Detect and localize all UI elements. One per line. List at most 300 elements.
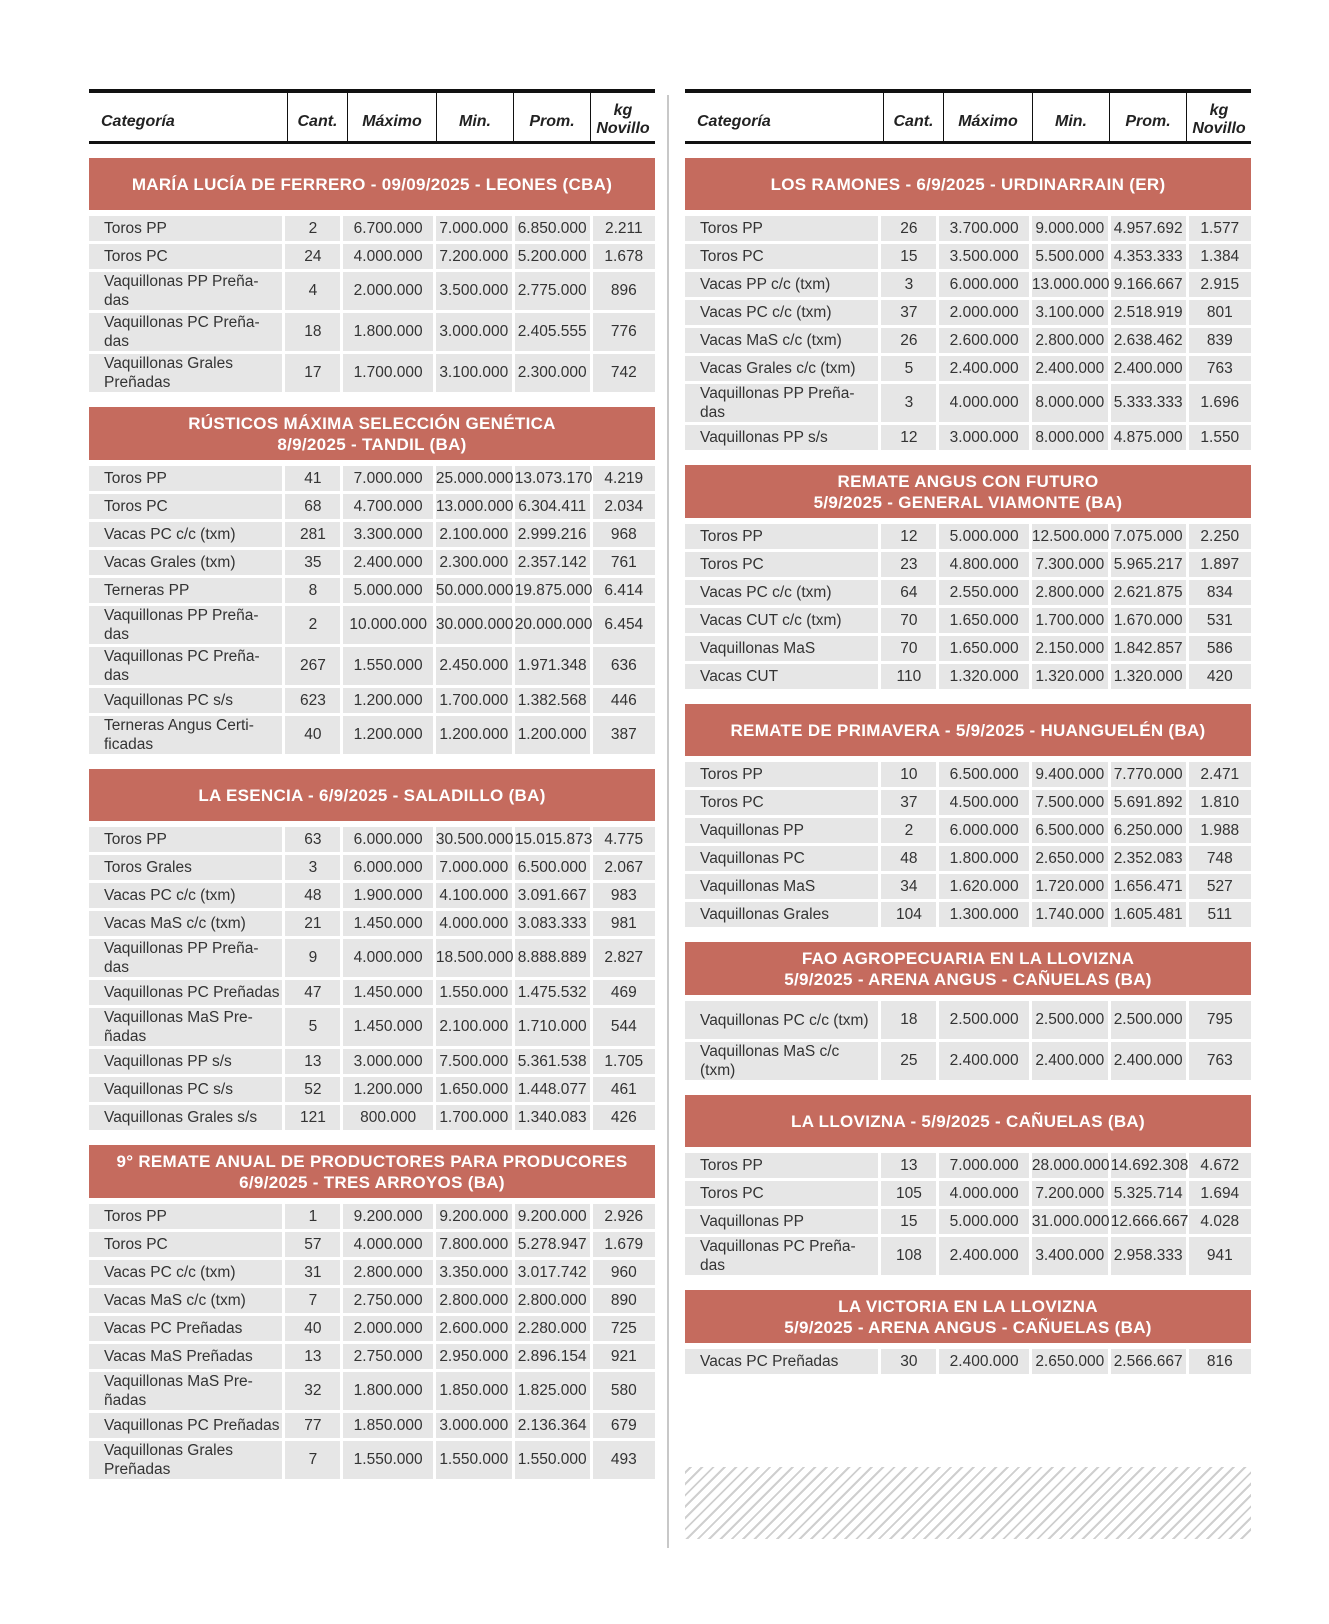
cell-qty: 4 xyxy=(285,272,340,310)
header-min: Min. xyxy=(1032,93,1109,141)
cell-qty: 12 xyxy=(881,524,936,549)
cell-avg: 2.136.364 xyxy=(515,1413,590,1438)
cell-max: 4.000.000 xyxy=(939,384,1028,422)
table-row xyxy=(89,1077,655,1102)
table-row xyxy=(89,1260,655,1285)
section-title xyxy=(89,1145,655,1198)
auction-table xyxy=(86,1201,658,1482)
cell-avg: 4.353.333 xyxy=(1111,244,1186,269)
table-row xyxy=(89,1008,655,1046)
auction-table xyxy=(682,1150,1254,1278)
cell-category: Vaquillonas Grales s/s xyxy=(89,1105,282,1130)
header-avg: Prom. xyxy=(1109,93,1186,141)
right-column xyxy=(685,89,1251,1377)
cell-qty: 110 xyxy=(881,664,936,689)
cell-avg: 2.638.462 xyxy=(1111,328,1186,353)
cell-category: Vaquillonas PC Preñadas xyxy=(89,1413,282,1438)
cell-category: Vaquillonas PC Preñadas xyxy=(89,980,282,1005)
section-title-line: 5/9/2025 - GENERAL VIAMONTE (BA) xyxy=(813,492,1123,512)
cell-qty: 8 xyxy=(285,578,340,603)
cell-max: 1.650.000 xyxy=(939,608,1028,633)
cell-avg: 19.875.000 xyxy=(515,578,590,603)
cell-min: 1.720.000 xyxy=(1032,874,1108,899)
cell-avg: 2.352.083 xyxy=(1111,846,1186,871)
cell-category: Vaquillonas PC xyxy=(685,846,878,871)
cell-avg: 7.075.000 xyxy=(1111,524,1186,549)
cell-avg: 1.448.077 xyxy=(515,1077,590,1102)
cell-max: 9.200.000 xyxy=(343,1204,432,1229)
cell-max: 6.000.000 xyxy=(343,855,432,880)
cell-kg: 2.211 xyxy=(593,216,655,241)
cell-kg: 983 xyxy=(593,883,655,908)
cell-qty: 2 xyxy=(881,818,936,843)
auction-table xyxy=(86,824,658,1133)
cell-category: Vaquillonas MaS Pre-ñadas xyxy=(89,1372,282,1410)
cell-kg: 1.810 xyxy=(1189,790,1251,815)
section-title-line: 5/9/2025 - ARENA ANGUS - CAÑUELAS (BA) xyxy=(784,969,1152,989)
cell-category: Vaquillonas PC s/s xyxy=(89,688,282,713)
cell-qty: 5 xyxy=(881,356,936,381)
auction-section xyxy=(685,1095,1251,1278)
cell-avg: 2.405.555 xyxy=(515,313,590,351)
table-row xyxy=(685,356,1251,381)
cell-qty: 121 xyxy=(285,1105,340,1130)
table-row xyxy=(685,552,1251,577)
cell-avg: 20.000.000 xyxy=(515,606,590,644)
section-title xyxy=(89,769,655,821)
cell-max: 2.400.000 xyxy=(939,1237,1028,1275)
auction-section xyxy=(89,769,655,1133)
cell-min: 30.000.000 xyxy=(436,606,512,644)
cell-qty: 37 xyxy=(881,790,936,815)
table-row xyxy=(685,1209,1251,1234)
cell-max: 4.000.000 xyxy=(343,939,432,977)
cell-category: Toros PP xyxy=(89,1204,282,1229)
cell-max: 6.000.000 xyxy=(939,818,1028,843)
cell-kg: 2.471 xyxy=(1189,762,1251,787)
cell-qty: 70 xyxy=(881,608,936,633)
cell-kg: 636 xyxy=(593,647,655,685)
cell-category: Vaquillonas PP Preña-das xyxy=(89,272,282,310)
cell-avg: 2.400.000 xyxy=(1111,1042,1186,1080)
cell-kg: 1.679 xyxy=(593,1232,655,1257)
cell-category: Vaquillonas MaS xyxy=(685,636,878,661)
header-max: Máximo xyxy=(347,93,436,141)
table-row xyxy=(685,524,1251,549)
cell-category: Vaquillonas MaS xyxy=(685,874,878,899)
cell-max: 1.550.000 xyxy=(343,1441,432,1479)
cell-avg: 1.670.000 xyxy=(1111,608,1186,633)
cell-qty: 40 xyxy=(285,716,340,754)
cell-qty: 623 xyxy=(285,688,340,713)
cell-avg: 3.017.742 xyxy=(515,1260,590,1285)
cell-category: Vacas MaS c/c (txm) xyxy=(89,911,282,936)
cell-min: 50.000.000 xyxy=(436,578,512,603)
cell-qty: 32 xyxy=(285,1372,340,1410)
cell-max: 2.600.000 xyxy=(939,328,1028,353)
cell-max: 1.850.000 xyxy=(343,1413,432,1438)
header-min: Min. xyxy=(436,93,513,141)
cell-category: Toros PC xyxy=(685,790,878,815)
cell-avg: 5.333.333 xyxy=(1111,384,1186,422)
cell-max: 1.300.000 xyxy=(939,902,1028,927)
cell-qty: 21 xyxy=(285,911,340,936)
cell-kg: 725 xyxy=(593,1316,655,1341)
cell-min: 3.400.000 xyxy=(1032,1237,1108,1275)
section-title-line: 5/9/2025 - ARENA ANGUS - CAÑUELAS (BA) xyxy=(784,1317,1152,1337)
cell-kg: 2.067 xyxy=(593,855,655,880)
cell-max: 5.000.000 xyxy=(939,524,1028,549)
cell-category: Toros PP xyxy=(685,1153,878,1178)
cell-max: 4.500.000 xyxy=(939,790,1028,815)
cell-category: Vaquillonas PC s/s xyxy=(89,1077,282,1102)
cell-qty: 63 xyxy=(285,827,340,852)
section-title xyxy=(685,1095,1251,1147)
cell-min: 2.450.000 xyxy=(436,647,512,685)
cell-avg: 1.971.348 xyxy=(515,647,590,685)
cell-avg: 2.566.667 xyxy=(1111,1349,1186,1374)
cell-kg: 580 xyxy=(593,1372,655,1410)
cell-category: Vacas Grales c/c (txm) xyxy=(685,356,878,381)
section-title-line: FAO AGROPECUARIA EN LA LLOVIZNA xyxy=(801,948,1135,968)
header-kg-novillo: kg Novillo xyxy=(590,93,655,141)
cell-kg: 4.672 xyxy=(1189,1153,1251,1178)
cell-kg: 896 xyxy=(593,272,655,310)
cell-category: Vacas PC c/c (txm) xyxy=(89,522,282,547)
auction-table xyxy=(682,521,1254,692)
cell-kg: 2.915 xyxy=(1189,272,1251,297)
cell-min: 2.650.000 xyxy=(1032,846,1108,871)
cell-max: 800.000 xyxy=(343,1105,432,1130)
cell-qty: 267 xyxy=(285,647,340,685)
auction-table xyxy=(682,759,1254,930)
table-row xyxy=(685,1349,1251,1374)
cell-qty: 281 xyxy=(285,522,340,547)
cell-category: Toros PP xyxy=(89,466,282,491)
cell-max: 5.000.000 xyxy=(939,1209,1028,1234)
cell-max: 1.650.000 xyxy=(939,636,1028,661)
cell-category: Vaquillonas MaS Pre-ñadas xyxy=(89,1008,282,1046)
cell-qty: 57 xyxy=(285,1232,340,1257)
cell-min: 7.000.000 xyxy=(436,855,512,880)
cell-max: 1.800.000 xyxy=(939,846,1028,871)
cell-max: 6.000.000 xyxy=(939,272,1028,297)
cell-kg: 2.827 xyxy=(593,939,655,977)
table-row xyxy=(89,980,655,1005)
cell-kg: 816 xyxy=(1189,1349,1251,1374)
cell-min: 2.100.000 xyxy=(436,1008,512,1046)
cell-min: 2.650.000 xyxy=(1032,1349,1108,1374)
cell-qty: 105 xyxy=(881,1181,936,1206)
cell-min: 1.550.000 xyxy=(436,980,512,1005)
cell-qty: 25 xyxy=(881,1042,936,1080)
cell-qty: 5 xyxy=(285,1008,340,1046)
cell-category: Vaquillonas Grales xyxy=(685,902,878,927)
cell-category: Vacas PC c/c (txm) xyxy=(685,580,878,605)
header-category: Categoría xyxy=(101,113,175,130)
cell-kg: 890 xyxy=(593,1288,655,1313)
cell-qty: 26 xyxy=(881,216,936,241)
header-qty: Cant. xyxy=(883,93,943,141)
auction-section xyxy=(685,1290,1251,1377)
cell-qty: 15 xyxy=(881,244,936,269)
cell-avg: 3.083.333 xyxy=(515,911,590,936)
auction-section xyxy=(685,704,1251,930)
cell-kg: 761 xyxy=(593,550,655,575)
cell-kg: 839 xyxy=(1189,328,1251,353)
table-row xyxy=(685,272,1251,297)
cell-category: Vacas CUT c/c (txm) xyxy=(685,608,878,633)
cell-avg: 2.400.000 xyxy=(1111,356,1186,381)
cell-qty: 31 xyxy=(285,1260,340,1285)
cell-category: Toros PC xyxy=(685,552,878,577)
cell-min: 1.700.000 xyxy=(436,1105,512,1130)
cell-kg: 763 xyxy=(1189,356,1251,381)
cell-min: 1.740.000 xyxy=(1032,902,1108,927)
cell-category: Vaquillonas Grales Preñadas xyxy=(89,1441,282,1479)
cell-max: 2.000.000 xyxy=(343,1316,432,1341)
cell-qty: 10 xyxy=(881,762,936,787)
cell-kg: 4.219 xyxy=(593,466,655,491)
table-row xyxy=(685,902,1251,927)
cell-qty: 23 xyxy=(881,552,936,577)
auction-section xyxy=(685,158,1251,453)
cell-avg: 1.340.083 xyxy=(515,1105,590,1130)
cell-category: Toros PP xyxy=(685,524,878,549)
table-row xyxy=(685,818,1251,843)
table-row xyxy=(685,1181,1251,1206)
cell-min: 1.550.000 xyxy=(436,1441,512,1479)
section-title-line: LA LLOVIZNA - 5/9/2025 - CAÑUELAS (BA) xyxy=(791,1111,1145,1131)
cell-category: Toros Grales xyxy=(89,855,282,880)
section-title-line: 8/9/2025 - TANDIL (BA) xyxy=(277,434,467,454)
cell-max: 6.000.000 xyxy=(343,827,432,852)
cell-min: 2.100.000 xyxy=(436,522,512,547)
cell-avg: 12.666.667 xyxy=(1111,1209,1186,1234)
cell-qty: 26 xyxy=(881,328,936,353)
cell-avg: 5.691.892 xyxy=(1111,790,1186,815)
cell-qty: 17 xyxy=(285,354,340,392)
cell-max: 1.550.000 xyxy=(343,647,432,685)
cell-kg: 1.988 xyxy=(1189,818,1251,843)
cell-kg: 1.384 xyxy=(1189,244,1251,269)
cell-max: 2.750.000 xyxy=(343,1344,432,1369)
cell-qty: 13 xyxy=(285,1344,340,1369)
cell-min: 7.200.000 xyxy=(1032,1181,1108,1206)
cell-category: Toros PP xyxy=(685,216,878,241)
table-row xyxy=(685,300,1251,325)
cell-qty: 1 xyxy=(285,1204,340,1229)
cell-min: 7.500.000 xyxy=(436,1049,512,1074)
table-row xyxy=(685,1237,1251,1275)
table-row xyxy=(685,244,1251,269)
table-row xyxy=(89,1413,655,1438)
cell-avg: 1.825.000 xyxy=(515,1372,590,1410)
cell-max: 1.450.000 xyxy=(343,1008,432,1046)
cell-min: 2.800.000 xyxy=(436,1288,512,1313)
table-row xyxy=(685,425,1251,450)
cell-avg: 8.888.889 xyxy=(515,939,590,977)
cell-kg: 1.550 xyxy=(1189,425,1251,450)
cell-min: 4.000.000 xyxy=(436,911,512,936)
cell-min: 8.000.000 xyxy=(1032,384,1108,422)
table-row xyxy=(685,790,1251,815)
cell-min: 2.300.000 xyxy=(436,550,512,575)
cell-avg: 1.605.481 xyxy=(1111,902,1186,927)
cell-kg: 1.897 xyxy=(1189,552,1251,577)
table-row xyxy=(685,1153,1251,1178)
cell-avg: 1.550.000 xyxy=(515,1441,590,1479)
header-avg: Prom. xyxy=(513,93,590,141)
hatched-filler xyxy=(685,1467,1251,1539)
cell-qty: 37 xyxy=(881,300,936,325)
cell-max: 7.000.000 xyxy=(939,1153,1028,1178)
cell-kg: 6.414 xyxy=(593,578,655,603)
cell-category: Vacas MaS c/c (txm) xyxy=(89,1288,282,1313)
cell-kg: 4.028 xyxy=(1189,1209,1251,1234)
cell-qty: 108 xyxy=(881,1237,936,1275)
cell-max: 1.800.000 xyxy=(343,313,432,351)
cell-max: 3.000.000 xyxy=(939,425,1028,450)
cell-category: Vaquillonas PP xyxy=(685,818,878,843)
table-row xyxy=(89,550,655,575)
cell-category: Vacas PC Preñadas xyxy=(685,1349,878,1374)
table-row xyxy=(89,688,655,713)
cell-category: Toros PC xyxy=(89,494,282,519)
cell-min: 3.500.000 xyxy=(436,272,512,310)
auction-table xyxy=(682,213,1254,453)
cell-min: 12.500.000 xyxy=(1032,524,1108,549)
cell-avg: 5.361.538 xyxy=(515,1049,590,1074)
cell-category: Vaquillonas PP s/s xyxy=(685,425,878,450)
cell-max: 10.000.000 xyxy=(343,606,432,644)
cell-category: Terneras Angus Certi-ficadas xyxy=(89,716,282,754)
cell-qty: 41 xyxy=(285,466,340,491)
cell-qty: 77 xyxy=(285,1413,340,1438)
cell-min: 13.000.000 xyxy=(1032,272,1108,297)
table-row xyxy=(89,313,655,351)
cell-max: 2.400.000 xyxy=(343,550,432,575)
cell-qty: 12 xyxy=(881,425,936,450)
cell-avg: 2.999.216 xyxy=(515,522,590,547)
table-row xyxy=(685,580,1251,605)
cell-min: 6.500.000 xyxy=(1032,818,1108,843)
cell-kg: 387 xyxy=(593,716,655,754)
cell-kg: 941 xyxy=(1189,1237,1251,1275)
cell-max: 3.000.000 xyxy=(343,1049,432,1074)
cell-avg: 6.250.000 xyxy=(1111,818,1186,843)
cell-qty: 2 xyxy=(285,606,340,644)
cell-category: Vaquillonas PP xyxy=(685,1209,878,1234)
cell-kg: 6.454 xyxy=(593,606,655,644)
cell-avg: 14.692.308 xyxy=(1111,1153,1186,1178)
cell-avg: 4.875.000 xyxy=(1111,425,1186,450)
cell-max: 2.750.000 xyxy=(343,1288,432,1313)
cell-qty: 3 xyxy=(881,384,936,422)
cell-category: Vaquillonas MaS c/c (txm) xyxy=(685,1042,878,1080)
header-category: Categoría xyxy=(697,113,771,130)
cell-min: 7.500.000 xyxy=(1032,790,1108,815)
cell-qty: 48 xyxy=(285,883,340,908)
cell-kg: 420 xyxy=(1189,664,1251,689)
cell-kg: 960 xyxy=(593,1260,655,1285)
cell-qty: 13 xyxy=(881,1153,936,1178)
cell-avg: 6.850.000 xyxy=(515,216,590,241)
cell-kg: 527 xyxy=(1189,874,1251,899)
cell-avg: 1.842.857 xyxy=(1111,636,1186,661)
auction-table xyxy=(86,213,658,395)
cell-max: 4.800.000 xyxy=(939,552,1028,577)
table-row xyxy=(685,216,1251,241)
cell-min: 7.200.000 xyxy=(436,244,512,269)
cell-min: 3.100.000 xyxy=(436,354,512,392)
cell-max: 2.000.000 xyxy=(939,300,1028,325)
table-row xyxy=(89,466,655,491)
cell-qty: 24 xyxy=(285,244,340,269)
cell-avg: 9.200.000 xyxy=(515,1204,590,1229)
table-row xyxy=(685,328,1251,353)
cell-category: Vacas PC c/c (txm) xyxy=(89,883,282,908)
cell-min: 2.400.000 xyxy=(1032,1042,1108,1080)
header-qty: Cant. xyxy=(287,93,347,141)
cell-avg: 9.166.667 xyxy=(1111,272,1186,297)
cell-category: Vacas PP c/c (txm) xyxy=(685,272,878,297)
cell-min: 1.700.000 xyxy=(436,688,512,713)
cell-min: 5.500.000 xyxy=(1032,244,1108,269)
cell-min: 30.500.000 xyxy=(436,827,512,852)
cell-qty: 2 xyxy=(285,216,340,241)
cell-kg: 511 xyxy=(1189,902,1251,927)
cell-max: 2.800.000 xyxy=(343,1260,432,1285)
cell-qty: 7 xyxy=(285,1288,340,1313)
cell-min: 3.350.000 xyxy=(436,1260,512,1285)
cell-kg: 968 xyxy=(593,522,655,547)
cell-category: Vaquillonas PP s/s xyxy=(89,1049,282,1074)
table-row xyxy=(89,1049,655,1074)
cell-avg: 2.300.000 xyxy=(515,354,590,392)
cell-max: 1.620.000 xyxy=(939,874,1028,899)
cell-avg: 6.304.411 xyxy=(515,494,590,519)
section-title xyxy=(685,158,1251,210)
cell-kg: 426 xyxy=(593,1105,655,1130)
section-title xyxy=(89,407,655,460)
cell-max: 4.000.000 xyxy=(343,1232,432,1257)
cell-avg: 5.965.217 xyxy=(1111,552,1186,577)
cell-avg: 2.518.919 xyxy=(1111,300,1186,325)
cell-max: 1.450.000 xyxy=(343,980,432,1005)
cell-kg: 2.034 xyxy=(593,494,655,519)
table-row xyxy=(89,216,655,241)
cell-avg: 2.357.142 xyxy=(515,550,590,575)
auction-section xyxy=(685,942,1251,1083)
cell-category: Vacas CUT xyxy=(685,664,878,689)
cell-max: 1.700.000 xyxy=(343,354,432,392)
cell-avg: 5.200.000 xyxy=(515,244,590,269)
table-row xyxy=(89,244,655,269)
table-row xyxy=(685,846,1251,871)
cell-max: 1.200.000 xyxy=(343,1077,432,1102)
cell-avg: 7.770.000 xyxy=(1111,762,1186,787)
cell-min: 1.700.000 xyxy=(1032,608,1108,633)
cell-category: Terneras PP xyxy=(89,578,282,603)
table-row xyxy=(685,762,1251,787)
cell-qty: 52 xyxy=(285,1077,340,1102)
cell-qty: 30 xyxy=(881,1349,936,1374)
table-header xyxy=(89,89,655,144)
table-row xyxy=(89,911,655,936)
table-row xyxy=(89,1441,655,1479)
cell-max: 3.700.000 xyxy=(939,216,1028,241)
